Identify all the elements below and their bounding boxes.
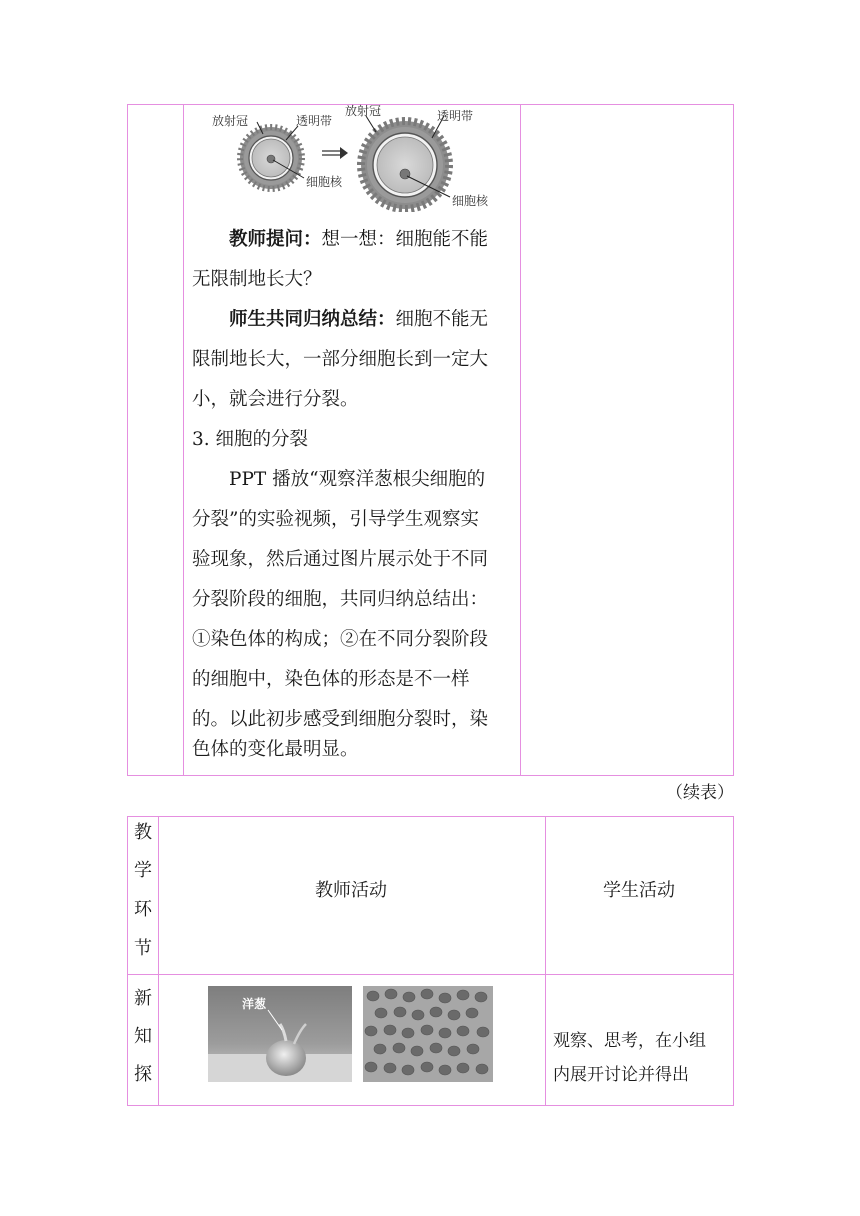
summary-line-2: 限制地长大，一部分细胞长到一定大 bbox=[192, 349, 489, 370]
teacher-question-text-1: 想一想：细胞能不能 bbox=[321, 229, 489, 250]
header-student-activity: 学生活动 bbox=[603, 880, 675, 901]
para-line-1: PPT 播放“观察洋葱根尖细胞的 bbox=[229, 469, 486, 490]
onion-label: 洋葱 bbox=[242, 997, 267, 1011]
small-egg-cell bbox=[240, 122, 304, 189]
para-line-8: 色体的变化最明显。 bbox=[192, 739, 359, 760]
row-char-2: 知 bbox=[134, 1026, 152, 1047]
row-char-1: 新 bbox=[134, 988, 152, 1009]
teacher-question-line-2: 无限制地长大？ bbox=[192, 269, 322, 290]
teacher-question bbox=[192, 220, 517, 260]
section-heading: 3. 细胞的分裂 bbox=[192, 429, 309, 450]
label-zona-2: 透明带 bbox=[437, 109, 474, 123]
continued-caption: （续表） bbox=[666, 783, 734, 803]
summary-text-1: 细胞不能无 bbox=[395, 309, 489, 330]
summary bbox=[192, 300, 517, 340]
para-line-5: ①染色体的构成；②在不同分裂阶段 bbox=[192, 629, 489, 650]
para-line-4: 分裂阶段的细胞，共同归纳总结出： bbox=[192, 589, 489, 610]
col-divider-1 bbox=[183, 105, 184, 775]
label-zona-1: 透明带 bbox=[296, 114, 333, 128]
label-radiata-1: 放射冠 bbox=[212, 114, 249, 128]
arrow-icon bbox=[322, 147, 348, 159]
row-divider bbox=[128, 974, 733, 975]
onion-photo bbox=[208, 986, 352, 1082]
para-line-7: 的。以此初步感受到细胞分裂时，染 bbox=[192, 709, 489, 730]
onion-cells-micrograph bbox=[363, 986, 493, 1082]
col-divider-2 bbox=[520, 105, 521, 775]
header-char-1: 教 bbox=[134, 822, 152, 843]
summary-line-3: 小，就会进行分裂。 bbox=[192, 389, 359, 410]
label-nucleus-1: 细胞核 bbox=[306, 175, 343, 189]
summary-label: 师生共同归纳总结： bbox=[229, 309, 396, 330]
header-char-3: 环 bbox=[134, 899, 152, 920]
egg-cell-diagram bbox=[200, 100, 500, 212]
para-line-3: 验现象，然后通过图片展示处于不同 bbox=[192, 549, 489, 570]
col-divider-a bbox=[158, 817, 159, 1105]
label-radiata-2: 放射冠 bbox=[345, 104, 382, 118]
teacher-question-label: 教师提问： bbox=[229, 229, 322, 250]
header-teacher-activity: 教师活动 bbox=[315, 880, 387, 901]
header-char-4: 节 bbox=[134, 938, 152, 959]
row-char-3: 探 bbox=[134, 1064, 152, 1085]
student-activity-line-1: 观察、思考，在小组 bbox=[553, 1031, 706, 1051]
student-activity-text bbox=[553, 1024, 733, 1092]
large-egg-cell bbox=[361, 116, 450, 209]
student-activity-line-2: 内展开讨论并得出 bbox=[553, 1065, 689, 1085]
para-line-6: 的细胞中，染色体的形态是不一样 bbox=[192, 669, 470, 690]
label-nucleus-2: 细胞核 bbox=[452, 194, 489, 208]
col-divider-b bbox=[545, 817, 546, 1105]
header-char-2: 学 bbox=[134, 860, 152, 881]
para-line-2: 分裂”的实验视频，引导学生观察实 bbox=[192, 509, 479, 530]
